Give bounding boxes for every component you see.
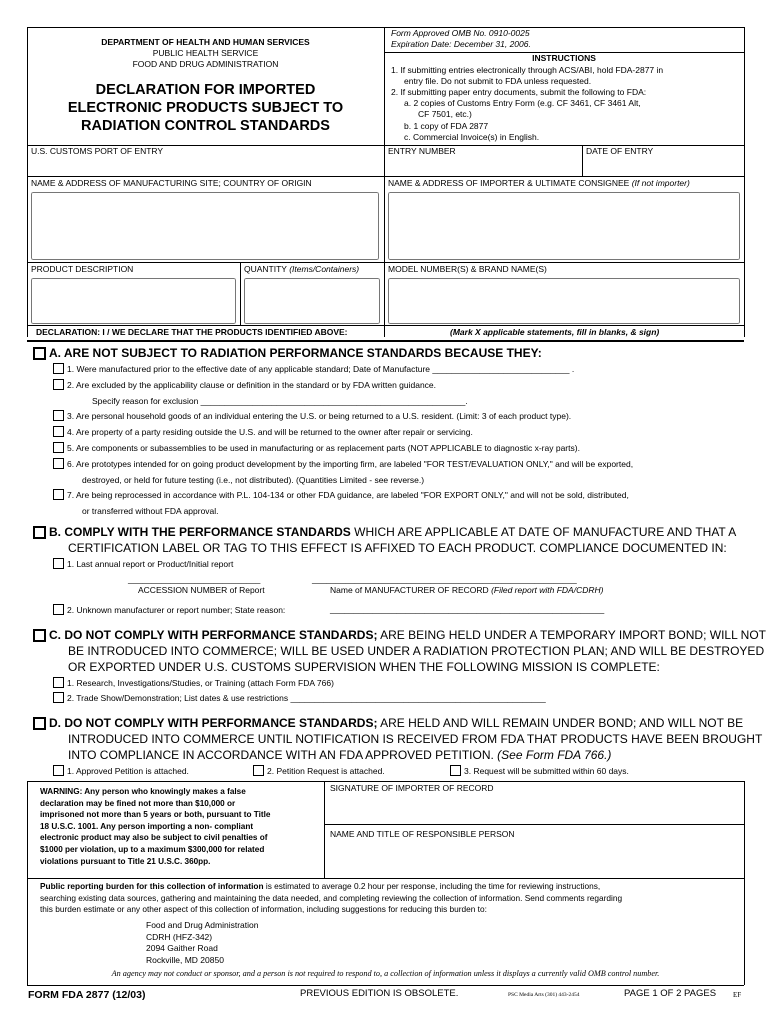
signature-input[interactable] <box>330 796 740 820</box>
expiration-date: Expiration Date: December 31, 2006. <box>391 39 531 49</box>
burden-line-1-rest: is estimated to average 0.2 hour per response, including the time for reviewing instructions, <box>263 881 601 891</box>
section-a-item-3-text: 3. Are personal household goods of an individual entering the U.S. or being returned to a U.S. resident. (Limit: 3 of each product type). <box>67 411 572 421</box>
manufacturing-site-label: NAME & ADDRESS OF MANUFACTURING SITE; COUNTRY OF ORIGIN <box>31 178 312 188</box>
section-d-item-1 <box>53 765 189 777</box>
page-number: PAGE 1 OF 2 PAGES <box>624 988 717 999</box>
accession-number-label: ACCESSION NUMBER of Report <box>138 585 265 595</box>
section-d-heading <box>33 716 743 731</box>
manufacturer-of-record-label <box>330 585 603 596</box>
declaration-instruction: (Mark X applicable statements, fill in blanks, & sign) <box>450 327 660 337</box>
date-of-entry-label: DATE OF ENTRY <box>586 146 654 156</box>
responsible-person-input[interactable] <box>330 842 740 872</box>
section-b-item-2-checkbox[interactable] <box>53 604 64 615</box>
section-a-item-6 <box>53 458 633 470</box>
section-d-checkbox[interactable] <box>33 717 46 730</box>
manufacturer-label-main: Name of MANUFACTURER OF RECORD <box>330 585 489 595</box>
section-a-item-5 <box>53 442 580 454</box>
model-numbers-label: MODEL NUMBER(S) & BRAND NAME(S) <box>388 264 547 274</box>
address-line: Food and Drug Administration <box>146 920 259 930</box>
section-a-item-2-text: 2. Are excluded by the applicability clause or definition in the standard or by FDA written guidance. <box>67 380 437 390</box>
importer-label <box>388 179 690 189</box>
warning-line: violations pursuant to Title 21 U.S.C. 360pp. <box>40 856 211 866</box>
section-c-item-1-text: 1. Research, Investigations/Studies, or Training (attach Form FDA 766) <box>67 678 334 688</box>
section-d-heading-line2: INTRODUCED INTO COMMERCE UNTIL NOTIFICATION IS RECEIVED FROM FDA THAT PRODUCTS HAVE BEEN BROUGHT <box>68 732 763 746</box>
instruction-text: c. Commercial Invoice(s) in English. <box>404 132 540 142</box>
section-a-heading <box>33 346 542 361</box>
section-a-title: A. ARE NOT SUBJECT TO RADIATION PERFORMANCE STANDARDS BECAUSE THEY: <box>49 346 542 360</box>
section-a-item-2-checkbox[interactable] <box>53 379 64 390</box>
entry-number-input[interactable] <box>388 158 578 174</box>
section-a-item-6-checkbox[interactable] <box>53 458 64 469</box>
instruction-text: 1. If submitting entries electronically through ACS/ABI, hold FDA-2877 in <box>391 65 664 75</box>
section-b-heading-line2: CERTIFICATION LABEL OR TAG TO THIS EFFECT IS AFFIXED TO EACH PRODUCT. COMPLIANCE DOCUMENTED IN: <box>68 541 727 555</box>
section-c-heading-line3: OR EXPORTED UNDER U.S. CUSTOMS SUPERVISION WHEN THE FOLLOWING MISSION IS COMPLETE: <box>68 660 660 674</box>
warning-line: declaration may be fined not more than $10,000 or <box>40 798 236 808</box>
section-d-heading-line3-text: INTO COMPLIANCE IN ACCORDANCE WITH AN FDA APPROVED PETITION. <box>68 748 494 762</box>
form-title-line1: DECLARATION FOR IMPORTED <box>95 82 316 98</box>
form-title-line2: ELECTRONIC PRODUCTS SUBJECT TO <box>67 100 344 116</box>
section-c-item-2-checkbox[interactable] <box>53 692 64 703</box>
entry-number-label: ENTRY NUMBER <box>388 146 456 156</box>
section-c-checkbox[interactable] <box>33 629 46 642</box>
address-line: CDRH (HFZ-342) <box>146 931 213 942</box>
section-a-item-3-checkbox[interactable] <box>53 410 64 421</box>
section-b-title-rest: WHICH ARE APPLICABLE AT DATE OF MANUFACTURE AND THAT A <box>350 525 737 539</box>
warning-text <box>40 786 320 867</box>
form-title-line3: RADIATION CONTROL STANDARDS <box>81 118 330 134</box>
warning-line: electronic product may also be subject to civil penalties of <box>40 833 268 843</box>
section-a-item-5-checkbox[interactable] <box>53 442 64 453</box>
section-a-item-1-checkbox[interactable] <box>53 363 64 374</box>
section-c-item-2-text: 2. Trade Show/Demonstration; List dates & use restrictions ______________________________________________________ <box>67 693 546 703</box>
agency-service: PUBLIC HEALTH SERVICE <box>152 48 259 58</box>
instruction-text: 2. If submitting paper entry documents, submit the following to FDA: <box>391 87 647 97</box>
burden-lead: Public reporting burden for this collection of information <box>40 881 264 891</box>
section-a-item-4-text: 4. Are property of a party residing outside the U.S. and will be returned to the owner after repair or servicing. <box>67 427 473 437</box>
quantity-label-main: QUANTITY <box>244 264 287 274</box>
instruction-text: b. 1 copy of FDA 2877 <box>404 121 489 131</box>
section-d-item-1-checkbox[interactable] <box>53 765 64 776</box>
section-a-item-7-text: 7. Are being reprocessed in accordance with P.L. 104-134 or other FDA guidance, are labeled "FOR EXPORT ONLY," and will not be sold, distributed, <box>67 490 629 500</box>
section-d-item-3-checkbox[interactable] <box>450 765 461 776</box>
section-d-item-1-text: 1. Approved Petition is attached. <box>67 766 189 776</box>
agency-name: DEPARTMENT OF HEALTH AND HUMAN SERVICES <box>101 37 310 47</box>
section-a-item-7-checkbox[interactable] <box>53 489 64 500</box>
omb-number: Form Approved OMB No. 0910-0025 <box>391 28 530 38</box>
omb-control-notice: An agency may not conduct or sponsor, and a person is not required to respond to, a collection of information unless it displays a currently valid OMB control number. <box>111 969 660 978</box>
printer-credit: PSC Media Arts (301) 443-2454 <box>508 992 580 998</box>
section-c-item-1-checkbox[interactable] <box>53 677 64 688</box>
section-b-checkbox[interactable] <box>33 526 46 539</box>
manufacturer-of-record-field[interactable]: ________________________________________________________ <box>312 574 577 584</box>
section-a-item-4 <box>53 426 473 438</box>
section-c-item-1 <box>53 677 334 689</box>
product-description-input[interactable] <box>31 278 236 324</box>
section-c-title-rest: ARE BEING HELD UNDER A TEMPORARY IMPORT BOND; WILL NOT <box>377 628 766 642</box>
signature-label: SIGNATURE OF IMPORTER OF RECORD <box>330 783 494 793</box>
quantity-label <box>244 265 359 275</box>
address-line: Rockville, MD 20850 <box>146 954 224 965</box>
instruction-text: entry file. Do not submit to FDA unless requested. <box>404 76 592 86</box>
section-a-item-3 <box>53 410 571 422</box>
previous-edition-notice: PREVIOUS EDITION IS OBSOLETE. <box>300 988 459 999</box>
section-d-item-3-text: 3. Request will be submitted within 60 days. <box>464 766 629 776</box>
section-c-heading-line2: BE INTRODUCED INTO COMMERCE; WILL BE USED UNDER A RADIATION PROTECTION PLAN; AND WILL BE DESTROYED <box>68 644 765 658</box>
section-b-title: B. COMPLY WITH THE PERFORMANCE STANDARDS <box>49 525 351 539</box>
section-a-item-5-text: 5. Are components or subassemblies to be used in manufacturing or as replacement parts (NOT APPLICABLE to diagnostic x-ray parts). <box>67 443 580 453</box>
accession-number-field[interactable]: ____________________________ <box>128 574 261 584</box>
section-a-item-6-text: 6. Are prototypes intended for on going product development by the importing firm, are labeled "FOR TEST/EVALUATION ONLY," and will be exported, <box>67 459 634 469</box>
importer-input[interactable] <box>388 192 740 260</box>
model-numbers-input[interactable] <box>388 278 740 324</box>
date-of-entry-input[interactable] <box>586 158 740 174</box>
section-b-item-1-checkbox[interactable] <box>53 558 64 569</box>
port-of-entry-input[interactable] <box>31 158 379 174</box>
section-a-item-1-text: 1. Were manufactured prior to the effective date of any applicable standard; Date of Manufacture _____________________________ . <box>67 364 575 374</box>
section-b-item-1 <box>53 558 233 570</box>
section-c-heading <box>33 628 766 643</box>
ef-marker: EF <box>733 991 742 999</box>
section-b-item-2-text: 2. Unknown manufacturer or report number; State reason: <box>67 605 286 615</box>
section-a-item-2-reason: Specify reason for exclusion ________________________________________________________. <box>92 396 468 406</box>
burden-line-2: searching existing data sources, gathering and maintaining the data needed, and completing reviewing the collection of information. Send comments regarding <box>40 892 623 903</box>
quantity-input[interactable] <box>244 278 380 324</box>
declaration-statement: DECLARATION: I / WE DECLARE THAT THE PRODUCTS IDENTIFIED ABOVE: <box>36 327 348 337</box>
section-d-item-2-checkbox[interactable] <box>253 765 264 776</box>
section-d-item-2-text: 2. Petition Request is attached. <box>267 766 385 776</box>
importer-label-note: (If not importer) <box>631 178 690 188</box>
form-identifier: FORM FDA 2877 (12/03) <box>28 989 146 1001</box>
burden-line-1 <box>40 881 622 893</box>
section-b-item-2-reason-field[interactable]: __________________________________________________________ <box>330 604 605 614</box>
section-b-item-2 <box>53 604 285 616</box>
section-a-item-2 <box>53 379 436 391</box>
section-a-item-7-cont: or transferred without FDA approval. <box>82 506 219 516</box>
section-d-item-2 <box>253 765 385 777</box>
section-a-item-4-checkbox[interactable] <box>53 426 64 437</box>
instruction-text: a. 2 copies of Customs Entry Form (e.g. CF 3461, CF 3461 Alt, <box>404 98 641 108</box>
quantity-label-note: (Items/Containers) <box>289 264 360 274</box>
section-a-item-6-cont: destroyed, or held for future testing (i.e., not distributed). (Quantities Limited - see reverse.) <box>82 475 425 485</box>
section-b-item-1-text: 1. Last annual report or Product/Initial report <box>67 559 234 569</box>
section-d-title-rest: ARE HELD AND WILL REMAIN UNDER BOND; AND WILL NOT BE <box>377 716 744 730</box>
warning-line: 18 U.S.C. 1001. Any person importing a non- compliant <box>40 821 254 831</box>
importer-label-main: NAME & ADDRESS OF IMPORTER & ULTIMATE CONSIGNEE <box>388 178 630 188</box>
port-of-entry-label: U.S. CUSTOMS PORT OF ENTRY <box>31 146 164 156</box>
section-d-heading-line3 <box>68 748 611 763</box>
product-description-label: PRODUCT DESCRIPTION <box>31 264 134 274</box>
section-a-item-1 <box>53 363 574 375</box>
warning-line: imprisoned not more than 5 years or both, pursuant to Title <box>40 810 271 820</box>
responsible-person-label: NAME AND TITLE OF RESPONSIBLE PERSON <box>330 829 515 839</box>
section-c-item-2 <box>53 692 546 704</box>
burden-statement <box>40 881 622 916</box>
section-a-checkbox[interactable] <box>33 347 46 360</box>
section-d-heading-note: (See Form FDA 766.) <box>493 748 612 762</box>
fda-address <box>146 920 258 966</box>
warning-line: WARNING: Any person who knowingly makes a false <box>40 787 246 796</box>
agency-division: FOOD AND DRUG ADMINISTRATION <box>132 59 279 69</box>
section-b-heading <box>33 525 736 540</box>
address-line: 2094 Gaither Road <box>146 943 218 953</box>
instruction-text: CF 7501, etc.) <box>418 109 472 119</box>
section-d-title: D. DO NOT COMPLY WITH PERFORMANCE STANDARDS; <box>49 716 378 730</box>
section-a-item-7 <box>53 489 629 501</box>
manufacturing-site-input[interactable] <box>31 192 379 260</box>
manufacturer-label-note: (Filed report with FDA/CDRH) <box>491 585 604 595</box>
instructions-heading: INSTRUCTIONS <box>532 53 596 63</box>
burden-line-3: this burden estimate or any other aspect of this collection of information, including suggestions for reducing this burden to: <box>40 904 487 915</box>
section-c-title: C. DO NOT COMPLY WITH PERFORMANCE STANDARDS; <box>49 628 378 642</box>
warning-line: $1000 per violation, up to a maximum $300,000 for related <box>40 844 265 854</box>
section-d-item-3 <box>450 765 629 777</box>
